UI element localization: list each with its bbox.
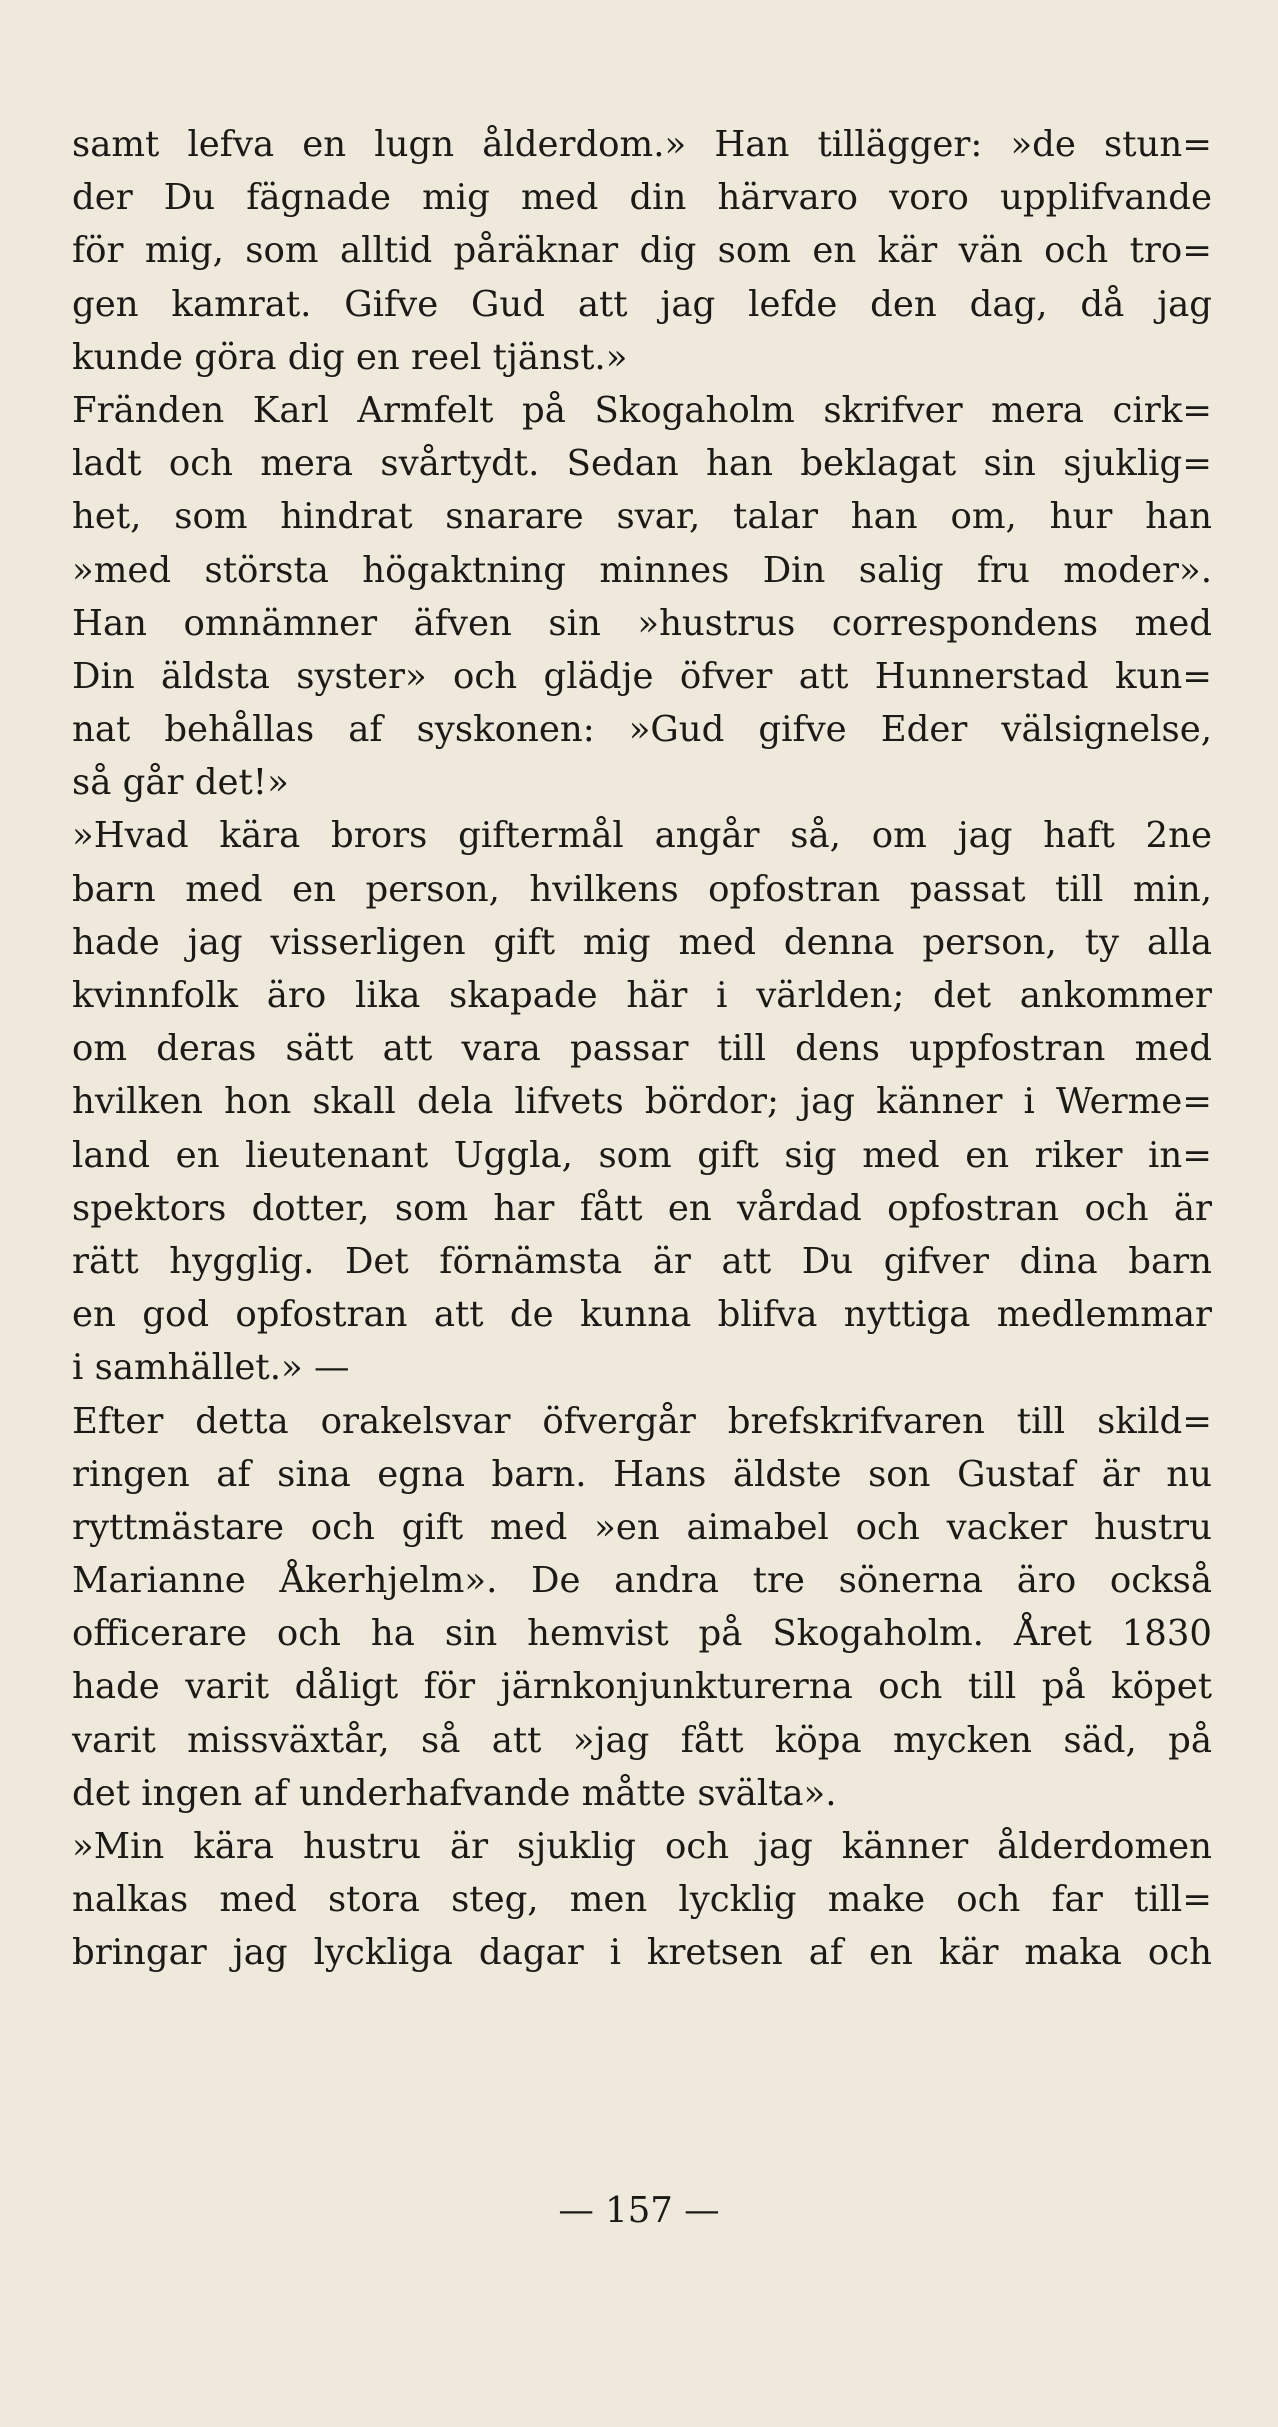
text-line: hade jag visserligen gift mig med denna person, ty alla	[72, 921, 1212, 963]
text-line: nat behållas af syskonen: »Gud gifve Eder välsignelse,	[72, 709, 1212, 751]
text-line: Efter detta orakelsvar öfvergår brefskrifvaren till skild=	[72, 1400, 1212, 1442]
text-line: bringar jag lyckliga dagar i kretsen af en kär maka och	[72, 1932, 1212, 1974]
text-line: land en lieutenant Uggla, som gift sig med en riker in=	[72, 1134, 1212, 1176]
text-line: så går det!»	[72, 762, 289, 804]
text-line: varit missväxtår, så att »jag fått köpa mycken säd, på	[72, 1719, 1212, 1761]
text-line: samt lefva en lugn ålderdom.» Han tillägger: »de stun=	[72, 124, 1212, 165]
text-line: om deras sätt att vara passar till dens uppfostran med	[72, 1028, 1212, 1070]
text-line: ringen af sina egna barn. Hans äldste son Gustaf är nu	[72, 1453, 1212, 1495]
text-line: barn med en person, hvilkens opfostran passat till min,	[72, 868, 1212, 910]
text-line: »Hvad kära brors giftermål angår så, om jag haft 2ne	[72, 815, 1212, 857]
text-line: nalkas med stora steg, men lycklig make och far till=	[72, 1879, 1212, 1921]
text-line: ladt och mera svårtydt. Sedan han beklagat sin sjuklig=	[72, 443, 1212, 485]
text-line: »Min kära hustru är sjuklig och jag känner ålderdomen	[72, 1826, 1212, 1867]
text-line: det ingen af underhafvande måtte svälta».	[72, 1772, 837, 1814]
text-line: för mig, som alltid påräknar dig som en kär vän och tro=	[72, 230, 1212, 272]
text-line: kunde göra dig en reel tjänst.»	[72, 336, 628, 378]
text-line: Fränden Karl Armfelt på Skogaholm skrifver mera cirk=	[72, 389, 1212, 431]
text-line: spektors dotter, som har fått en vårdad opfostran och är	[72, 1187, 1212, 1229]
text-line: officerare och ha sin hemvist på Skogaholm. Året 1830	[72, 1613, 1212, 1655]
text-line: rätt hygglig. Det förnämsta är att Du gifver dina barn	[72, 1240, 1212, 1282]
text-line: hvilken hon skall dela lifvets bördor; jag känner i Werme=	[72, 1081, 1212, 1123]
text-line: kvinnfolk äro lika skapade här i världen; det ankommer	[72, 975, 1212, 1016]
text-line: het, som hindrat snarare svar, talar han om, hur han	[72, 496, 1212, 538]
text-line: Marianne Åkerhjelm». De andra tre sönerna äro också	[72, 1560, 1212, 1602]
text-line: gen kamrat. Gifve Gud att jag lefde den dag, då jag	[72, 283, 1212, 325]
text-line: Din äldsta syster» och glädje öfver att Hunnerstad kun=	[72, 655, 1212, 697]
page-text	[72, 118, 1212, 1980]
text-line: ryttmästare och gift med »en aimabel och vacker hustru	[72, 1506, 1212, 1548]
text-line: hade varit dåligt för järnkonjunkturerna och till på köpet	[72, 1666, 1212, 1708]
page-number: — 157 —	[558, 2190, 720, 2231]
text-line: Han omnämner äfven sin »hustrus correspondens med	[72, 602, 1212, 644]
text-line: en god opfostran att de kunna blifva nyttiga medlemmar	[72, 1294, 1212, 1336]
text-line: der Du fägnade mig med din härvaro voro upplifvande	[72, 177, 1212, 219]
text-line: »med största högaktning minnes Din salig fru moder».	[72, 549, 1212, 591]
text-line: i samhället.» —	[72, 1347, 350, 1389]
